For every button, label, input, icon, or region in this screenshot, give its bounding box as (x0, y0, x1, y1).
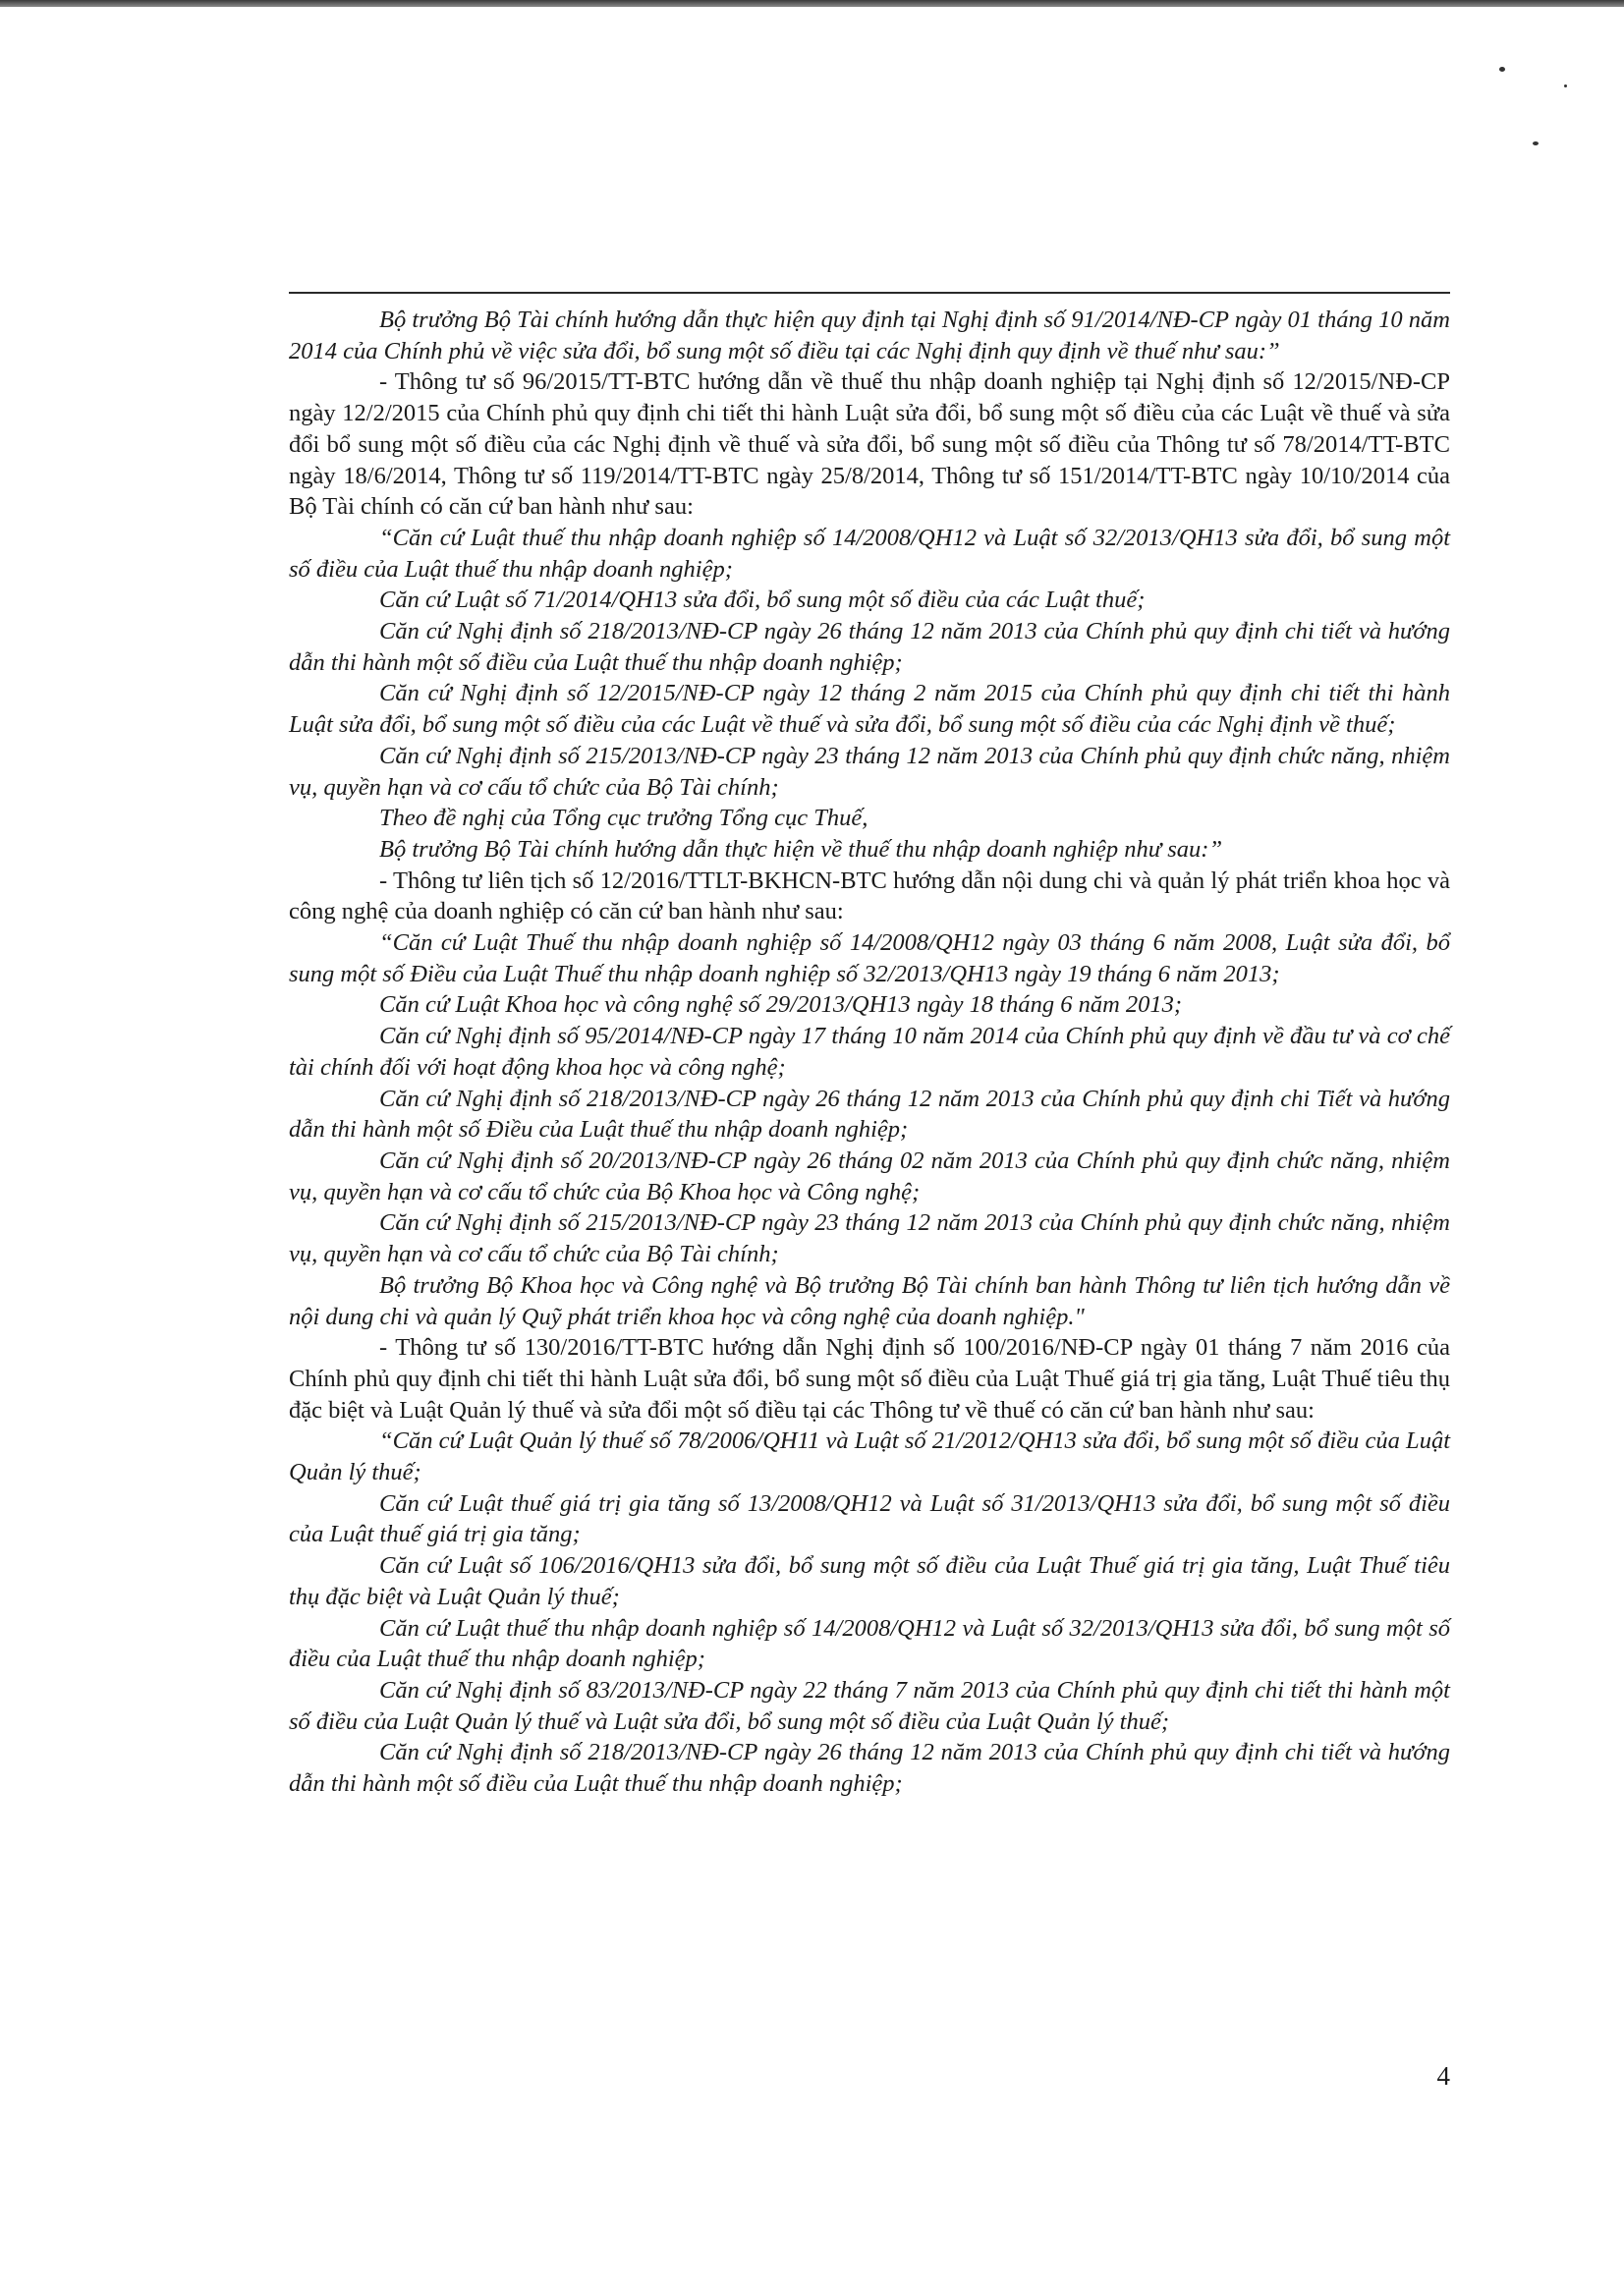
paragraph: Căn cứ Nghị định số 20/2013/NĐ-CP ngày 26 tháng 02 năm 2013 của Chính phủ quy định chức năng, nhiệm vụ, quyền hạn và cơ cấu tổ chức của Bộ Khoa học và Công nghệ; (289, 1147, 1450, 1205)
paragraph: - Thông tư liên tịch số 12/2016/TTLT-BKHCN-BTC hướng dẫn nội dung chi và quản lý phát triển khoa học và công nghệ của doanh nghiệp có căn cứ ban hành như sau: (289, 867, 1450, 925)
paragraph: Căn cứ Nghị định số 12/2015/NĐ-CP ngày 12 tháng 2 năm 2015 của Chính phủ quy định chi tiết thi hành Luật sửa đổi, bổ sung một số điều của các Luật về thuế và sửa đổi, bổ sung một số điều của các Nghị định về thuế; (289, 680, 1450, 739)
scan-speck (1499, 67, 1505, 72)
paragraph: “Căn cứ Luật Quản lý thuế số 78/2006/QH11 và Luật số 21/2012/QH13 sửa đổi, bổ sung một số điều của Luật Quản lý thuế; (289, 1427, 1450, 1486)
paragraph: - Thông tư số 96/2015/TT-BTC hướng dẫn về thuế thu nhập doanh nghiệp tại Nghị định số 12/2015/NĐ-CP ngày 12/2/2015 của Chính phủ quy định chi tiết thi hành Luật sửa đổi, bổ sung một số điều của các Luật về thuế và sửa đổi bổ sung một số điều của các Nghị định về thuế và sửa đổi, bổ sung một số điều của Thông tư số 78/2014/TT-BTC ngày 18/6/2014, Thông tư số 119/2014/TT-BTC ngày 25/8/2014, Thông tư số 151/2014/TT-BTC ngày 10/10/2014 của Bộ Tài chính có căn cứ ban hành như sau: (289, 368, 1450, 521)
paragraph: Căn cứ Luật thuế thu nhập doanh nghiệp số 14/2008/QH12 và Luật số 32/2013/QH13 sửa đổi, bổ sung một số điều của Luật thuế thu nhập doanh nghiệp; (289, 1614, 1450, 1673)
paragraph: Căn cứ Nghị định số 218/2013/NĐ-CP ngày 26 tháng 12 năm 2013 của Chính phủ quy định chi tiết và hướng dẫn thi hành một số điều của Luật thuế thu nhập doanh nghiệp; (289, 1739, 1450, 1798)
paragraph: Căn cứ Nghị định số 95/2014/NĐ-CP ngày 17 tháng 10 năm 2014 của Chính phủ quy định về đầu tư và cơ chế tài chính đối với hoạt động khoa học và công nghệ; (289, 1023, 1450, 1081)
paragraph: Bộ trưởng Bộ Khoa học và Công nghệ và Bộ trưởng Bộ Tài chính ban hành Thông tư liên tịch hướng dẫn về nội dung chi và quản lý Quỹ phát triển khoa học và công nghệ của doanh nghiệp." (289, 1271, 1450, 1330)
paragraph: Theo đề nghị của Tổng cục trưởng Tổng cục Thuế, (379, 805, 868, 832)
paragraph: Căn cứ Nghị định số 218/2013/NĐ-CP ngày 26 tháng 12 năm 2013 của Chính phủ quy định chi tiết và hướng dẫn thi hành một số điều của Luật thuế thu nhập doanh nghiệp; (289, 618, 1450, 676)
paragraph: “Căn cứ Luật Thuế thu nhập doanh nghiệp số 14/2008/QH12 ngày 03 tháng 6 năm 2008, Luật sửa đổi, bổ sung một số Điều của Luật Thuế thu nhập doanh nghiệp số 32/2013/QH13 ngày 19 tháng 6 năm 2013; (289, 929, 1450, 987)
paragraph: - Thông tư số 130/2016/TT-BTC hướng dẫn Nghị định số 100/2016/NĐ-CP ngày 01 tháng 7 năm 2016 của Chính phủ quy định chi tiết thi hành Luật sửa đổi, bổ sung một số điều của Luật Thuế giá trị gia tăng, Luật Thuế tiêu thụ đặc biệt và Luật Quản lý thuế và sửa đổi một số điều tại các Thông tư về thuế có căn cứ ban hành như sau: (289, 1334, 1450, 1424)
page-number: 4 (1436, 2061, 1450, 2091)
paragraph: Căn cứ Nghị định số 215/2013/NĐ-CP ngày 23 tháng 12 năm 2013 của Chính phủ quy định chức năng, nhiệm vụ, quyền hạn và cơ cấu tổ chức của Bộ Tài chính; (289, 1209, 1450, 1268)
scan-top-edge (0, 0, 1624, 7)
paragraph: Bộ trưởng Bộ Tài chính hướng dẫn thực hiện quy định tại Nghị định số 91/2014/NĐ-CP ngày 01 tháng 10 năm 2014 của Chính phủ về việc sửa đổi, bổ sung một số điều tại các Nghị định quy định về thuế như sau:” (289, 307, 1450, 364)
paragraph: Căn cứ Luật số 71/2014/QH13 sửa đổi, bổ sung một số điều của các Luật thuế; (379, 587, 1146, 614)
paragraph: Căn cứ Nghị định số 218/2013/NĐ-CP ngày 26 tháng 12 năm 2013 của Chính phủ quy định chi Tiết và hướng dẫn thi hành một số Điều của Luật thuế thu nhập doanh nghiệp; (289, 1085, 1450, 1144)
scan-speck (1533, 141, 1539, 145)
paragraph: Bộ trưởng Bộ Tài chính hướng dẫn thực hiện về thuế thu nhập doanh nghiệp như sau:” (379, 835, 1223, 863)
document-body (289, 305, 1450, 1800)
paragraph: “Căn cứ Luật thuế thu nhập doanh nghiệp số 14/2008/QH12 và Luật số 32/2013/QH13 sửa đổi, bổ sung một số điều của Luật thuế thu nhập doanh nghiệp; (289, 524, 1450, 583)
paragraph: Căn cứ Luật Khoa học và công nghệ số 29/2013/QH13 ngày 18 tháng 6 năm 2013; (379, 991, 1183, 1019)
header-rule (289, 292, 1450, 294)
scan-speck (1564, 84, 1567, 87)
paragraph: Căn cứ Nghị định số 83/2013/NĐ-CP ngày 22 tháng 7 năm 2013 của Chính phủ quy định chi tiết thi hành một số điều của Luật Quản lý thuế và Luật sửa đổi, bổ sung một số điều của Luật Quản lý thuế; (289, 1676, 1450, 1735)
paragraph: Căn cứ Luật số 106/2016/QH13 sửa đổi, bổ sung một số điều của Luật Thuế giá trị gia tăng, Luật Thuế tiêu thụ đặc biệt và Luật Quản lý thuế; (289, 1552, 1450, 1610)
paragraph: Căn cứ Nghị định số 215/2013/NĐ-CP ngày 23 tháng 12 năm 2013 của Chính phủ quy định chức năng, nhiệm vụ, quyền hạn và cơ cấu tổ chức của Bộ Tài chính; (289, 742, 1450, 801)
paragraph: Căn cứ Luật thuế giá trị gia tăng số 13/2008/QH12 và Luật số 31/2013/QH13 sửa đổi, bổ sung một số điều của Luật thuế giá trị gia tăng; (289, 1489, 1450, 1548)
